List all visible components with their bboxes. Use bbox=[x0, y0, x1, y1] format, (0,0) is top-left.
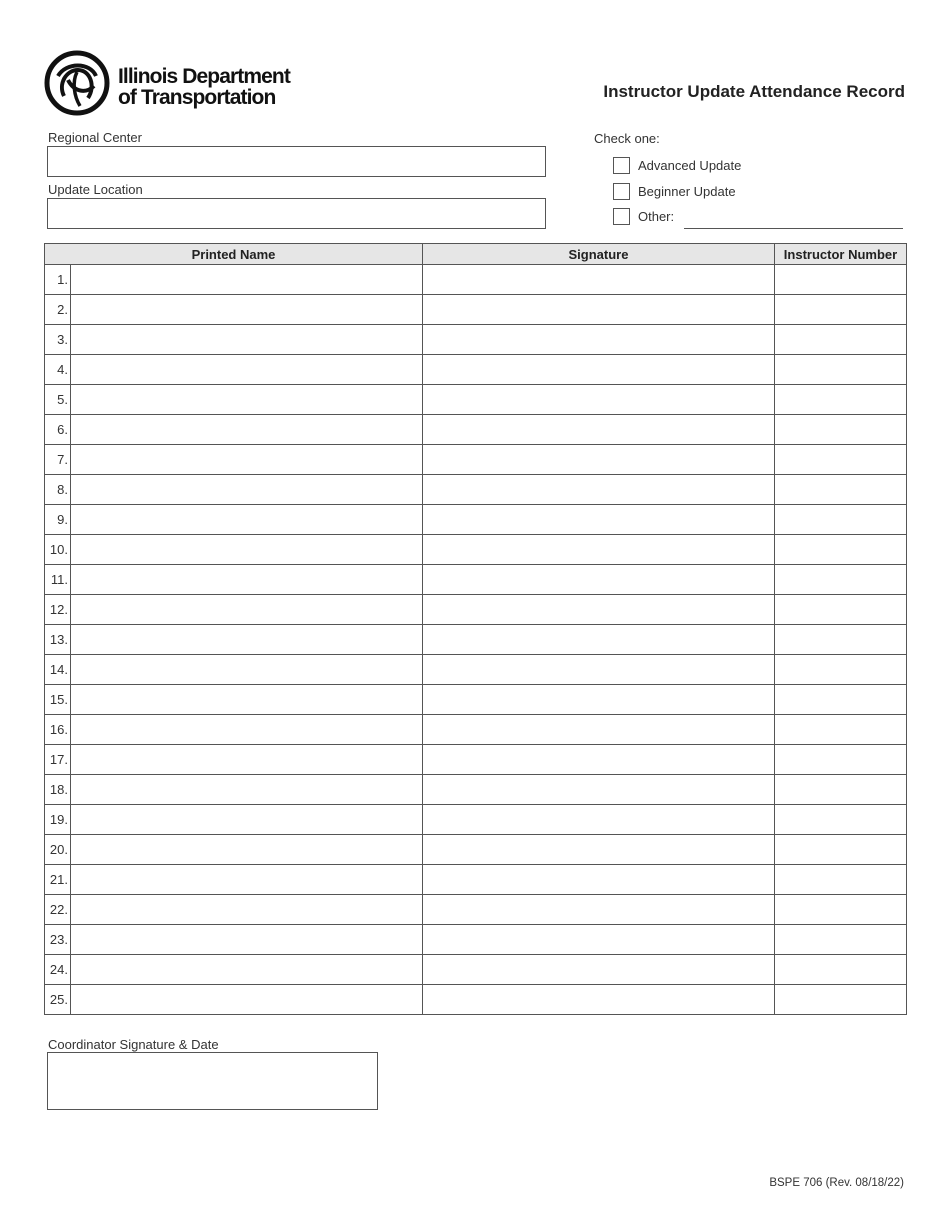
table-row bbox=[45, 895, 907, 925]
agency-name-line2: of Transportation bbox=[118, 86, 276, 109]
printed-name-cell[interactable] bbox=[71, 985, 423, 1015]
table-row bbox=[45, 445, 907, 475]
instructor-number-cell[interactable] bbox=[775, 805, 907, 835]
signature-cell[interactable] bbox=[423, 985, 775, 1015]
row-number: 18. bbox=[45, 775, 71, 805]
signature-cell[interactable] bbox=[423, 685, 775, 715]
table-row bbox=[45, 505, 907, 535]
other-text-line[interactable] bbox=[684, 228, 903, 229]
printed-name-cell[interactable] bbox=[71, 745, 423, 775]
signature-cell[interactable] bbox=[423, 625, 775, 655]
signature-cell[interactable] bbox=[423, 475, 775, 505]
table-row bbox=[45, 685, 907, 715]
table-row bbox=[45, 985, 907, 1015]
instructor-number-cell[interactable] bbox=[775, 385, 907, 415]
printed-name-cell[interactable] bbox=[71, 895, 423, 925]
row-number: 13. bbox=[45, 625, 71, 655]
printed-name-cell[interactable] bbox=[71, 955, 423, 985]
column-header-printed-name: Printed Name bbox=[45, 244, 423, 265]
instructor-number-cell[interactable] bbox=[775, 325, 907, 355]
instructor-number-cell[interactable] bbox=[775, 565, 907, 595]
instructor-number-cell[interactable] bbox=[775, 295, 907, 325]
row-number: 23. bbox=[45, 925, 71, 955]
update-location-label: Update Location bbox=[48, 182, 143, 197]
printed-name-cell[interactable] bbox=[71, 685, 423, 715]
printed-name-cell[interactable] bbox=[71, 265, 423, 295]
advanced-update-checkbox[interactable] bbox=[613, 157, 630, 174]
printed-name-cell[interactable] bbox=[71, 505, 423, 535]
update-location-input[interactable] bbox=[47, 198, 546, 229]
instructor-number-cell[interactable] bbox=[775, 265, 907, 295]
idot-emblem-icon bbox=[44, 46, 114, 120]
instructor-number-cell[interactable] bbox=[775, 925, 907, 955]
table-row bbox=[45, 835, 907, 865]
table-row bbox=[45, 415, 907, 445]
instructor-number-cell[interactable] bbox=[775, 685, 907, 715]
row-number: 5. bbox=[45, 385, 71, 415]
printed-name-cell[interactable] bbox=[71, 655, 423, 685]
table-row bbox=[45, 955, 907, 985]
printed-name-cell[interactable] bbox=[71, 325, 423, 355]
instructor-number-cell[interactable] bbox=[775, 985, 907, 1015]
instructor-number-cell[interactable] bbox=[775, 535, 907, 565]
instructor-number-cell[interactable] bbox=[775, 655, 907, 685]
signature-cell[interactable] bbox=[423, 745, 775, 775]
signature-cell[interactable] bbox=[423, 775, 775, 805]
signature-cell[interactable] bbox=[423, 955, 775, 985]
printed-name-cell[interactable] bbox=[71, 475, 423, 505]
row-number: 8. bbox=[45, 475, 71, 505]
signature-cell[interactable] bbox=[423, 925, 775, 955]
table-row bbox=[45, 325, 907, 355]
row-number: 25. bbox=[45, 985, 71, 1015]
row-number: 20. bbox=[45, 835, 71, 865]
other-checkbox[interactable] bbox=[613, 208, 630, 225]
row-number: 19. bbox=[45, 805, 71, 835]
signature-cell[interactable] bbox=[423, 805, 775, 835]
printed-name-cell[interactable] bbox=[71, 625, 423, 655]
printed-name-cell[interactable] bbox=[71, 925, 423, 955]
signature-cell[interactable] bbox=[423, 895, 775, 925]
signature-cell[interactable] bbox=[423, 565, 775, 595]
table-row bbox=[45, 565, 907, 595]
instructor-number-cell[interactable] bbox=[775, 595, 907, 625]
row-number: 9. bbox=[45, 505, 71, 535]
instructor-number-cell[interactable] bbox=[775, 505, 907, 535]
instructor-number-cell[interactable] bbox=[775, 445, 907, 475]
row-number: 12. bbox=[45, 595, 71, 625]
row-number: 4. bbox=[45, 355, 71, 385]
column-header-signature: Signature bbox=[423, 244, 775, 265]
coordinator-signature-label: Coordinator Signature & Date bbox=[48, 1037, 219, 1052]
option-beginner-update[interactable] bbox=[613, 181, 736, 201]
form-title: Instructor Update Attendance Record bbox=[603, 82, 905, 101]
regional-center-label: Regional Center bbox=[48, 130, 142, 145]
table-row bbox=[45, 475, 907, 505]
signature-cell[interactable] bbox=[423, 415, 775, 445]
printed-name-cell[interactable] bbox=[71, 535, 423, 565]
table-row bbox=[45, 355, 907, 385]
printed-name-cell[interactable] bbox=[71, 775, 423, 805]
printed-name-cell[interactable] bbox=[71, 295, 423, 325]
table-row bbox=[45, 595, 907, 625]
signature-cell[interactable] bbox=[423, 595, 775, 625]
agency-name-line1: Illinois Department bbox=[118, 65, 290, 88]
instructor-number-cell[interactable] bbox=[775, 865, 907, 895]
table-row bbox=[45, 775, 907, 805]
row-number: 6. bbox=[45, 415, 71, 445]
printed-name-cell[interactable] bbox=[71, 865, 423, 895]
row-number: 24. bbox=[45, 955, 71, 985]
table-row bbox=[45, 745, 907, 775]
other-label: Other: bbox=[638, 208, 675, 224]
advanced-update-label: Advanced Update bbox=[638, 157, 742, 173]
table-row bbox=[45, 295, 907, 325]
instructor-number-cell[interactable] bbox=[775, 895, 907, 925]
instructor-number-cell[interactable] bbox=[775, 835, 907, 865]
printed-name-cell[interactable] bbox=[71, 835, 423, 865]
row-number: 14. bbox=[45, 655, 71, 685]
table-row bbox=[45, 655, 907, 685]
instructor-number-cell[interactable] bbox=[775, 415, 907, 445]
signature-cell[interactable] bbox=[423, 535, 775, 565]
attendance-table bbox=[44, 243, 907, 1015]
row-number: 10. bbox=[45, 535, 71, 565]
signature-cell[interactable] bbox=[423, 835, 775, 865]
table-row bbox=[45, 865, 907, 895]
regional-center-input[interactable] bbox=[47, 146, 546, 177]
row-number: 11. bbox=[45, 565, 71, 595]
signature-cell[interactable] bbox=[423, 715, 775, 745]
row-number: 15. bbox=[45, 685, 71, 715]
table-row bbox=[45, 715, 907, 745]
instructor-number-cell[interactable] bbox=[775, 775, 907, 805]
table-row bbox=[45, 385, 907, 415]
signature-cell[interactable] bbox=[423, 295, 775, 325]
row-number: 22. bbox=[45, 895, 71, 925]
table-header-row bbox=[45, 244, 907, 265]
instructor-number-cell[interactable] bbox=[775, 355, 907, 385]
printed-name-cell[interactable] bbox=[71, 355, 423, 385]
form-number: BSPE 706 (Rev. 08/18/22) bbox=[769, 1177, 904, 1189]
table-row bbox=[45, 925, 907, 955]
row-number: 2. bbox=[45, 295, 71, 325]
signature-cell[interactable] bbox=[423, 505, 775, 535]
signature-cell[interactable] bbox=[423, 385, 775, 415]
check-one-label: Check one: bbox=[594, 131, 660, 146]
beginner-update-checkbox[interactable] bbox=[613, 183, 630, 200]
row-number: 17. bbox=[45, 745, 71, 775]
row-number: 3. bbox=[45, 325, 71, 355]
column-header-instructor-number: Instructor Number bbox=[775, 244, 907, 265]
signature-cell[interactable] bbox=[423, 865, 775, 895]
option-other[interactable] bbox=[613, 206, 674, 226]
idot-logo bbox=[44, 46, 304, 120]
instructor-number-cell[interactable] bbox=[775, 745, 907, 775]
instructor-number-cell[interactable] bbox=[775, 625, 907, 655]
printed-name-cell[interactable] bbox=[71, 595, 423, 625]
instructor-number-cell[interactable] bbox=[775, 475, 907, 505]
instructor-number-cell[interactable] bbox=[775, 955, 907, 985]
signature-cell[interactable] bbox=[423, 445, 775, 475]
option-advanced-update[interactable] bbox=[613, 155, 741, 175]
signature-cell[interactable] bbox=[423, 655, 775, 685]
signature-cell[interactable] bbox=[423, 265, 775, 295]
signature-cell[interactable] bbox=[423, 325, 775, 355]
table-body bbox=[45, 265, 907, 1015]
printed-name-cell[interactable] bbox=[71, 565, 423, 595]
printed-name-cell[interactable] bbox=[71, 385, 423, 415]
printed-name-cell[interactable] bbox=[71, 445, 423, 475]
printed-name-cell[interactable] bbox=[71, 805, 423, 835]
coordinator-signature-input[interactable] bbox=[47, 1052, 378, 1110]
row-number: 1. bbox=[45, 265, 71, 295]
printed-name-cell[interactable] bbox=[71, 715, 423, 745]
printed-name-cell[interactable] bbox=[71, 415, 423, 445]
table-row bbox=[45, 265, 907, 295]
beginner-update-label: Beginner Update bbox=[638, 183, 736, 199]
signature-cell[interactable] bbox=[423, 355, 775, 385]
row-number: 21. bbox=[45, 865, 71, 895]
table-row bbox=[45, 805, 907, 835]
row-number: 7. bbox=[45, 445, 71, 475]
table-row bbox=[45, 535, 907, 565]
row-number: 16. bbox=[45, 715, 71, 745]
table-row bbox=[45, 625, 907, 655]
instructor-number-cell[interactable] bbox=[775, 715, 907, 745]
